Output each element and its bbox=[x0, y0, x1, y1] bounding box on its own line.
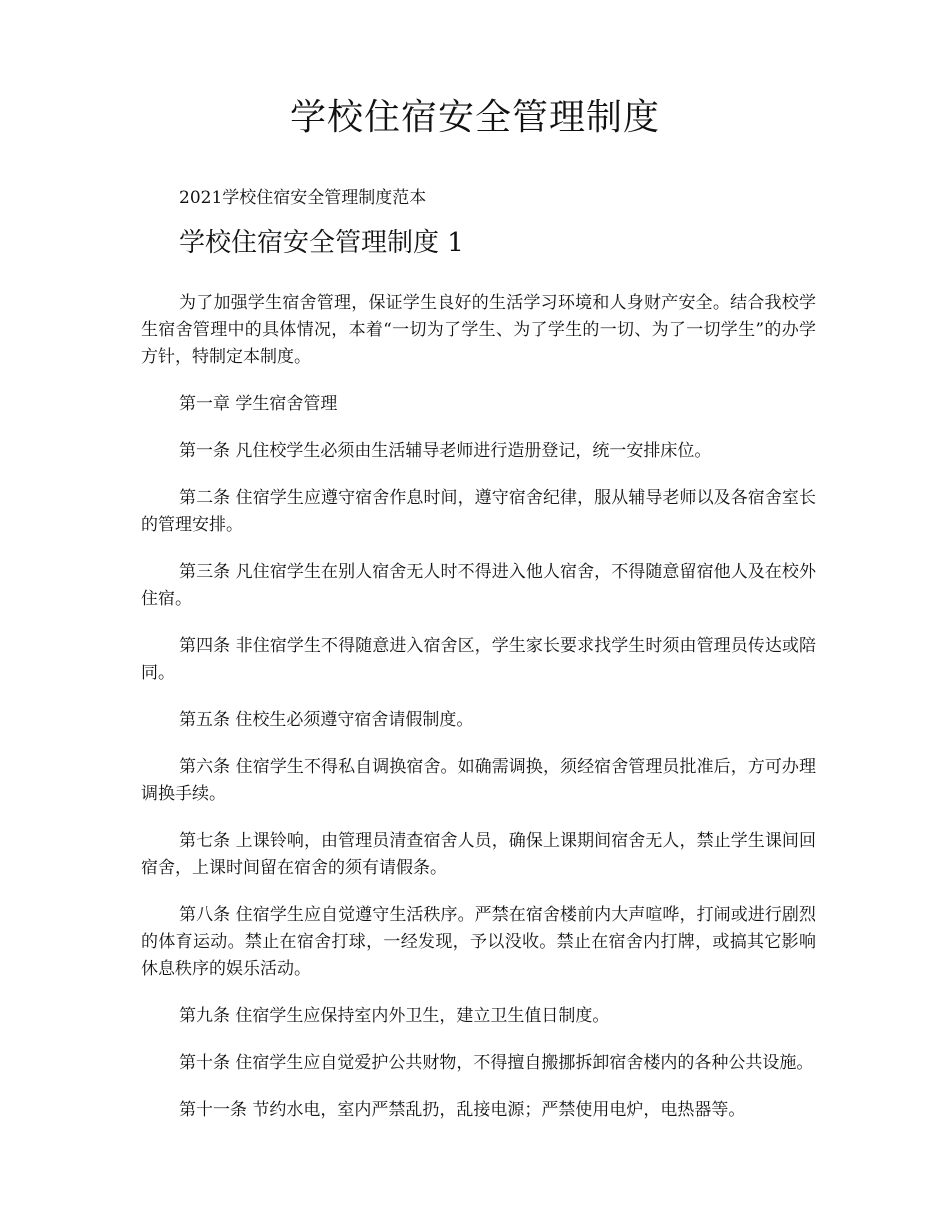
document-body bbox=[141, 290, 816, 1144]
article-8: 第八条 住宿学生应自觉遵守生活秩序。严禁在宿舍楼前内大声喧哗，打闹或进行剧烈的体育运动。禁止在宿舍打球，一经发现，予以没收。禁止在宿舍内打牌，或搞其它影响休息秩序的娱乐活动。 bbox=[141, 905, 816, 979]
document-title: 学校住宿安全管理制度 bbox=[289, 97, 660, 138]
intro-paragraph: 为了加强学生宿舍管理，保证学生良好的生活学习环境和人身财产安全。结合我校学生宿舍管理中的具体情况，本着“一切为了学生、为了学生的一切、为了一切学生”的办学方针，特制定本制度。 bbox=[141, 293, 816, 367]
article-9: 第九条 住宿学生应保持室内外卫生，建立卫生值日制度。 bbox=[179, 1006, 610, 1026]
article-3: 第三条 凡住宿学生在别人宿舍无人时不得进入他人宿舍，不得随意留宿他人及在校外住宿。 bbox=[141, 562, 816, 609]
chapter-heading: 第一章 学生宿舍管理 bbox=[179, 394, 338, 414]
article-1: 第一条 凡住校学生必须由生活辅导老师进行造册登记，统一安排床位。 bbox=[179, 441, 712, 461]
article-4: 第四条 非住宿学生不得随意进入宿舍区，学生家长要求找学生时须由管理员传达或陪同。 bbox=[141, 636, 816, 683]
article-10: 第十条 住宿学生应自觉爱护公共财物，不得擅自搬挪拆卸宿舍楼内的各种公共设施。 bbox=[179, 1053, 814, 1073]
document-subtitle: 2021学校住宿安全管理制度范本 bbox=[179, 188, 427, 208]
article-7: 第七条 上课铃响，由管理员清查宿舍人员，确保上课期间宿舍无人，禁止学生课间回宿舍，上课时间留在宿舍的须有请假条。 bbox=[141, 831, 816, 878]
section-heading: 学校住宿安全管理制度 1 bbox=[179, 228, 464, 258]
article-5: 第五条 住校生必须遵守宿舍请假制度。 bbox=[179, 710, 474, 730]
article-11: 第十一条 节约水电，室内严禁乱扔，乱接电源；严禁使用电炉，电热器等。 bbox=[179, 1100, 746, 1120]
article-6: 第六条 住宿学生不得私自调换宿舍。如确需调换，须经宿舍管理员批准后，方可办理调换手续。 bbox=[141, 757, 816, 804]
article-2: 第二条 住宿学生应遵守宿舍作息时间，遵守宿舍纪律，服从辅导老师以及各宿舍室长的管理安排。 bbox=[141, 488, 816, 535]
